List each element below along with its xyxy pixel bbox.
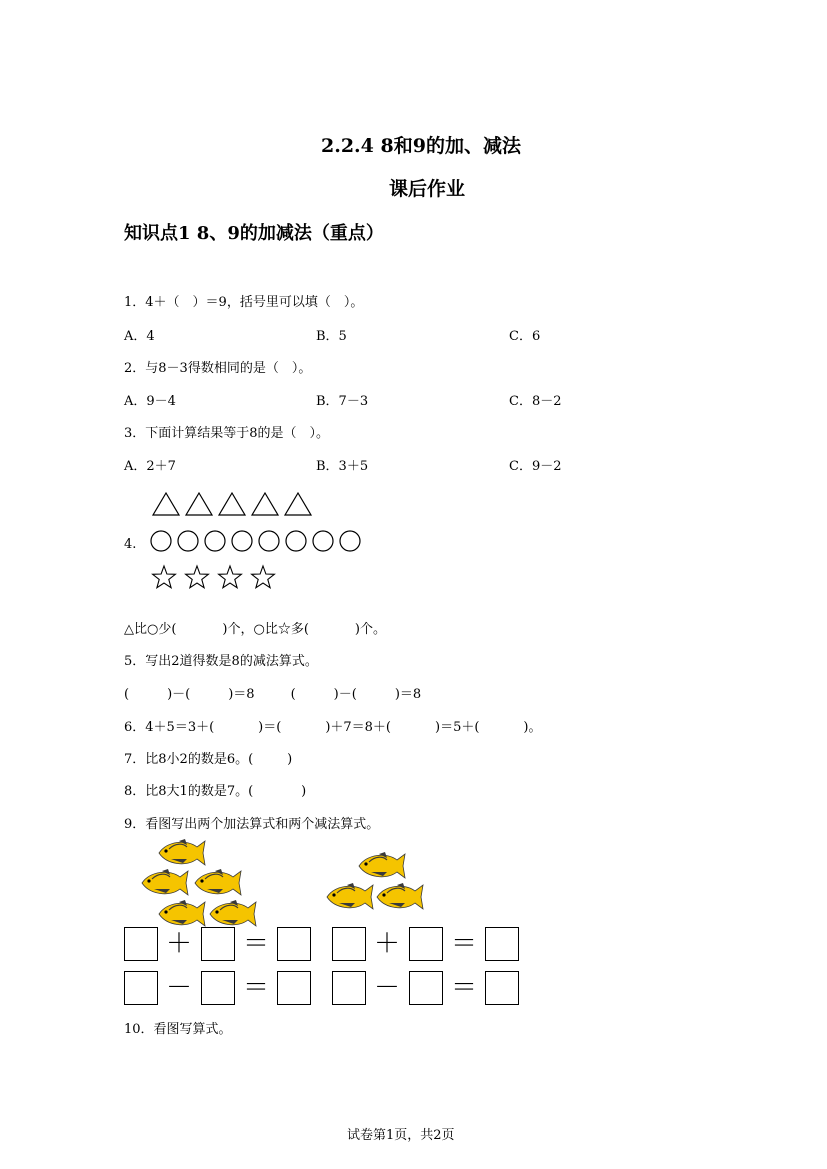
q9-box[interactable] (332, 927, 366, 961)
q9-box[interactable] (277, 971, 311, 1005)
question-7 (124, 748, 292, 767)
question-8 (124, 780, 306, 799)
q7-part-2: ) (287, 752, 293, 767)
question-1-stem: 1．4＋（ ）＝9，括号里可以填（ ）。 (124, 295, 364, 310)
equals-sign: ＝ (450, 973, 477, 1003)
circle-icon (259, 531, 279, 551)
question-3-stem: 3．下面计算结果等于8的是（ ）。 (124, 426, 330, 441)
q9-box[interactable] (277, 927, 311, 961)
equals-sign: ＝ (242, 973, 269, 1003)
page-title: 2.2.4 8和9的加、减法 (321, 135, 521, 157)
q6-part-5: )。 (523, 720, 542, 735)
question-4-figure (145, 490, 375, 595)
minus-sign: － (373, 973, 400, 1003)
star-icon (219, 566, 242, 588)
q9-box[interactable] (485, 971, 519, 1005)
circle-row (151, 531, 360, 551)
question-5-formulas (124, 683, 421, 702)
page-subtitle: 课后作业 (389, 178, 466, 200)
star-icon (153, 566, 176, 588)
question-3-option-b: B．3＋5 (316, 459, 369, 474)
equals-sign: ＝ (450, 929, 477, 959)
star-icon (186, 566, 209, 588)
question-9-stem: 9．看图写出两个加法算式和两个减法算式。 (124, 817, 380, 832)
q6-part-4: )＝5＋( (435, 720, 480, 735)
q9-box[interactable] (124, 927, 158, 961)
q4-text-1: △比○少( (124, 622, 177, 637)
circle-icon (205, 531, 225, 551)
triangle-icon (285, 493, 311, 515)
q5-part-5: )－( (333, 687, 357, 702)
circle-icon (151, 531, 171, 551)
q5-part-1: ( (124, 687, 130, 702)
triangle-row (153, 493, 311, 515)
triangle-icon (153, 493, 179, 515)
question-6 (124, 716, 542, 735)
question-2-stem: 2．与8－3得数相同的是（ ）。 (124, 361, 312, 376)
circle-icon (286, 531, 306, 551)
question-2-option-b: B．7－3 (316, 394, 369, 409)
circle-icon (178, 531, 198, 551)
question-1-option-a: A．4 (124, 329, 155, 344)
circle-icon (340, 531, 360, 551)
q4-text-2: )个，○比☆多( (222, 622, 309, 637)
fish-icon (159, 900, 205, 926)
question-1-option-b: B．5 (316, 329, 347, 344)
minus-sign: － (165, 973, 192, 1003)
question-1-option-c: C．6 (509, 329, 541, 344)
question-9-fish-picture (135, 835, 425, 927)
question-10-stem: 10．看图写算式。 (124, 1022, 232, 1037)
fish-icon (195, 869, 241, 895)
fish-icon (377, 883, 423, 909)
question-3-option-a: A．2＋7 (124, 459, 176, 474)
question-2-option-a: A．9－4 (124, 394, 176, 409)
q7-part-1: 7．比8小2的数是6。( (124, 752, 254, 767)
question-4-number: 4. (124, 537, 137, 552)
q9-box[interactable] (409, 971, 443, 1005)
fish-icon (327, 883, 373, 909)
q9-box[interactable] (409, 927, 443, 961)
equals-sign: ＝ (242, 929, 269, 959)
plus-sign: ＋ (165, 929, 192, 959)
triangle-icon (252, 493, 278, 515)
q5-part-2: )－( (167, 687, 191, 702)
page-footer: 试卷第1页，共2页 (347, 1128, 455, 1143)
q6-part-2: )＝( (258, 720, 282, 735)
fish-icon (142, 869, 188, 895)
star-row (153, 566, 275, 588)
q9-box[interactable] (201, 971, 235, 1005)
q9-box[interactable] (485, 927, 519, 961)
section-heading: 知识点1 8、9的加减法（重点） (124, 223, 384, 244)
q5-part-4: ( (290, 687, 296, 702)
circle-icon (313, 531, 333, 551)
q9-box[interactable] (332, 971, 366, 1005)
question-4-sentence (124, 618, 386, 637)
plus-sign: ＋ (373, 929, 400, 959)
circle-icon (232, 531, 252, 551)
question-2-option-c: C．8－2 (509, 394, 562, 409)
fish-icon (359, 852, 405, 878)
q5-part-3: )＝8 (228, 687, 255, 702)
q8-part-2: ) (301, 784, 307, 799)
star-icon (252, 566, 275, 588)
q6-part-3: )＋7＝8＋( (325, 720, 391, 735)
q4-text-3: )个。 (354, 622, 386, 637)
triangle-icon (186, 493, 212, 515)
q5-part-6: )＝8 (394, 687, 422, 702)
q6-part-1: 6．4＋5＝3＋( (124, 720, 215, 735)
q9-box[interactable] (124, 971, 158, 1005)
question-3-option-c: C．9－2 (509, 459, 562, 474)
fish-icon (210, 900, 256, 926)
fish-icon (159, 839, 205, 865)
question-5-stem: 5．写出2道得数是8的减法算式。 (124, 654, 318, 669)
q8-part-1: 8．比8大1的数是7。( (124, 784, 254, 799)
triangle-icon (219, 493, 245, 515)
q9-box[interactable] (201, 927, 235, 961)
